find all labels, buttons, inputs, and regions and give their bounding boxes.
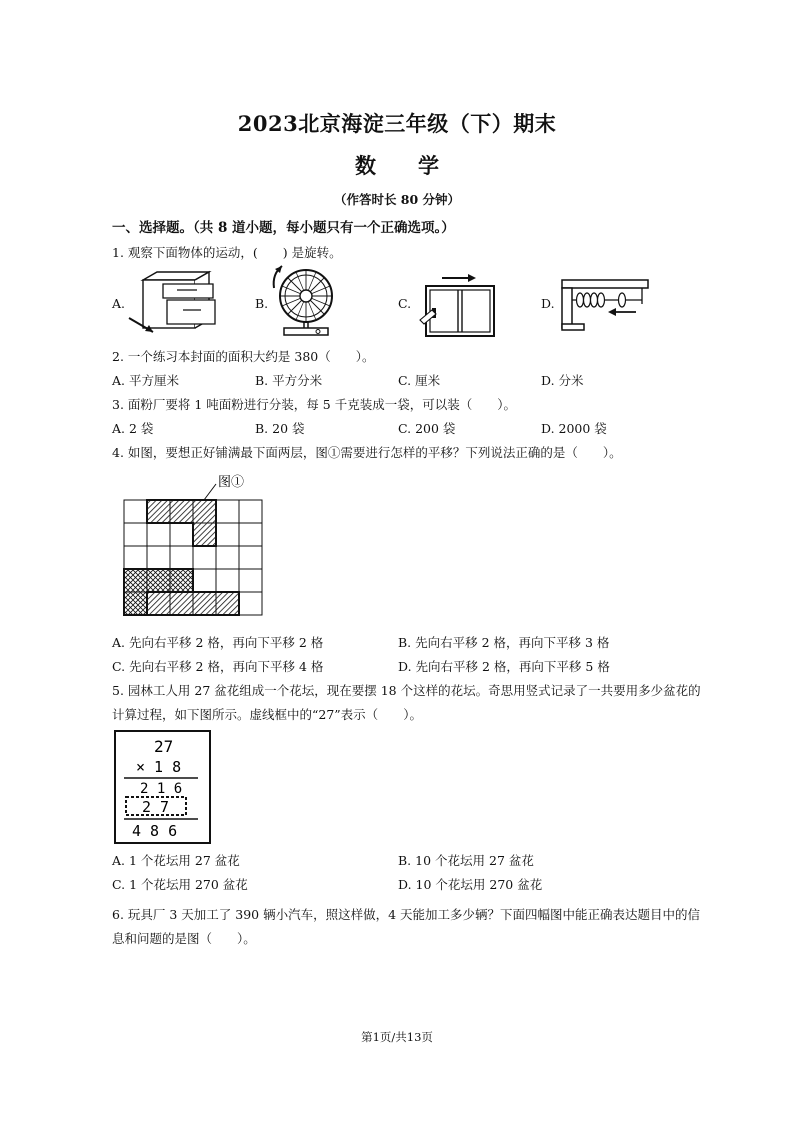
abacus-rail-figure [556, 276, 652, 334]
q3-option-b: B. 20 袋 [255, 421, 305, 436]
vertical-multiplication-figure [114, 730, 212, 844]
calc-partial-product-2: 2 7 [142, 798, 170, 816]
drawer-cabinet-figure [125, 270, 220, 336]
question-5-stem-line2: 计算过程，如下图所示。虚线框中的“27”表示（ ）。 [112, 707, 422, 722]
q4-option-d: D. 先向右平移 2 格，再向下平移 5 格 [398, 659, 610, 674]
q5-option-b: B. 10 个花坛用 27 盆花 [398, 853, 534, 868]
subject-title: 数 学 [355, 153, 439, 178]
q5-option-d: D. 10 个花坛用 270 盆花 [398, 877, 543, 892]
calc-partial-product-1: 2 1 6 [140, 781, 183, 797]
question-3-stem: 3. 面粉厂要将 1 吨面粉进行分装，每 5 千克装成一袋，可以装（ ）。 [112, 397, 516, 412]
question-5-stem-line1: 5. 园林工人用 27 盆花组成一个花坛，现在要摆 18 个这样的花坛。奇思用竖式记录了一共要用多少盆花的 [112, 683, 701, 698]
q2-option-b: B. 平方分米 [255, 373, 323, 388]
exam-duration: （作答时长 80 分钟） [333, 192, 461, 207]
calc-multiplicand: 27 [154, 737, 174, 756]
figure-label: 图① [218, 475, 245, 490]
q5-option-c: C. 1 个花坛用 270 盆花 [112, 877, 248, 892]
question-6-stem-line2: 息和问题的是图（ ）。 [112, 931, 256, 946]
q1-option-a: A. [112, 296, 126, 311]
question-1-stem: 1. 观察下面物体的运动，( ) 是旋转。 [112, 245, 342, 260]
q1-option-c: C. [398, 296, 412, 311]
q1-option-b: B. [255, 296, 269, 311]
page-number: 第1页/共13页 [361, 1030, 433, 1044]
exam-title: 2023北京海淀三年级（下）期末 [237, 111, 557, 136]
q3-option-d: D. 2000 袋 [541, 421, 607, 436]
sliding-window-figure [412, 266, 502, 342]
q2-option-d: D. 分米 [541, 373, 584, 388]
q3-option-a: A. 2 袋 [112, 421, 154, 436]
q5-option-a: A. 1 个花坛用 27 盆花 [112, 853, 240, 868]
q2-option-c: C. 厘米 [398, 373, 441, 388]
q4-option-c: C. 先向右平移 2 格，再向下平移 4 格 [112, 659, 324, 674]
q2-option-a: A. 平方厘米 [112, 373, 179, 388]
q4-option-b: B. 先向右平移 2 格，再向下平移 3 格 [398, 635, 610, 650]
q3-option-c: C. 200 袋 [398, 421, 456, 436]
question-2-stem: 2. 一个练习本封面的面积大约是 380（ ）。 [112, 349, 375, 364]
grid-translation-figure [118, 470, 268, 620]
calc-multiplier: × 1 8 [136, 758, 182, 776]
q1-option-d: D. [541, 296, 555, 311]
section-heading: 一、选择题。（共 8 道小题，每小题只有一个正确选项。） [112, 220, 455, 236]
q4-option-a: A. 先向右平移 2 格，再向下平移 2 格 [112, 635, 324, 650]
calc-result: 4 8 6 [132, 822, 178, 840]
question-6-stem-line1: 6. 玩具厂 3 天加工了 390 辆小汽车，照这样做，4 天能加工多少辆？下面四幅图中能正确表达题目中的信 [112, 907, 701, 922]
question-4-stem: 4. 如图，要想正好铺满最下面两层，图①需要进行怎样的平移？下列说法正确的是（ ）。 [112, 445, 622, 460]
fan-figure [268, 266, 340, 338]
